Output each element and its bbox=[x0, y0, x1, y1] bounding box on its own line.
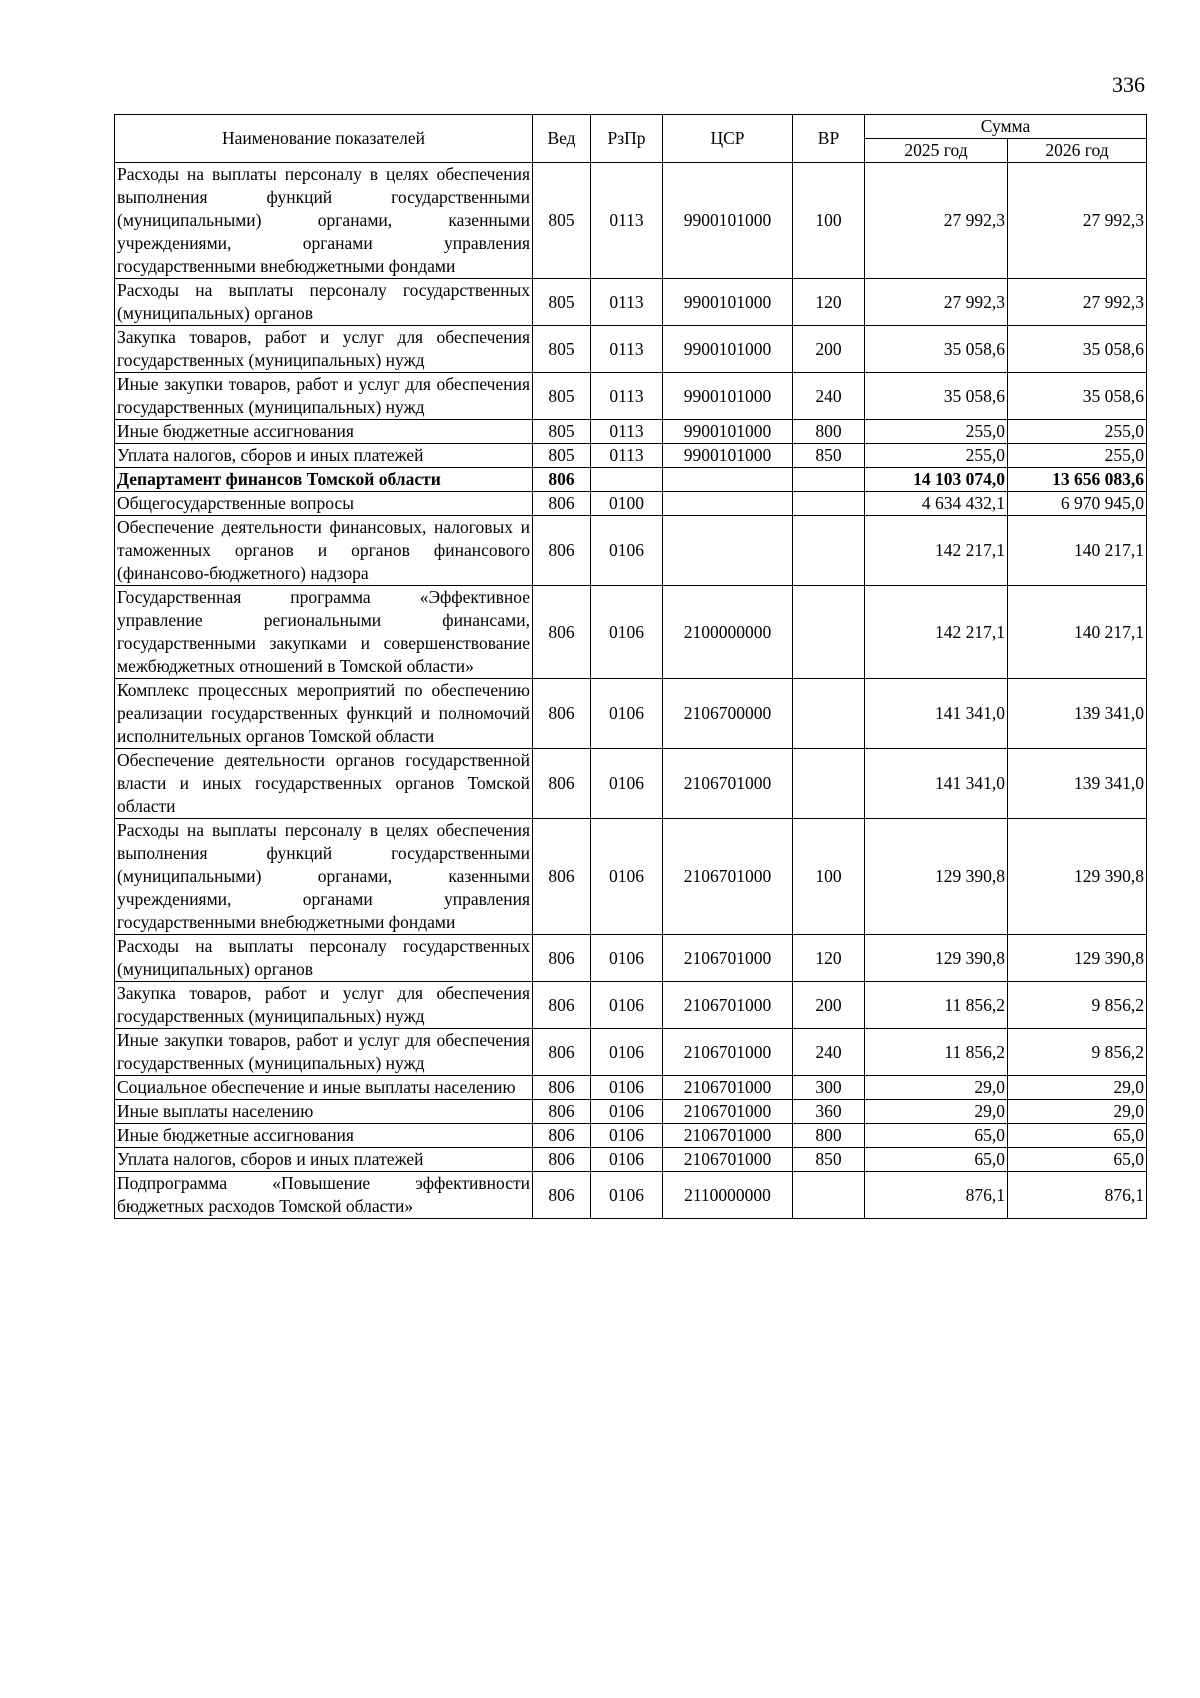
row-vr-cell bbox=[793, 492, 865, 516]
row-ved-cell: 806 bbox=[533, 749, 591, 819]
row-name-cell: Уплата налогов, сборов и иных платежей bbox=[115, 1148, 533, 1172]
table-row bbox=[115, 492, 1147, 516]
row-ved-cell: 806 bbox=[533, 1100, 591, 1124]
row-csr-cell: 9900101000 bbox=[663, 279, 793, 326]
row-name-cell: Департамент финансов Томской области bbox=[115, 468, 533, 492]
row-sum-2026-cell: 9 856,2 bbox=[1008, 982, 1147, 1029]
header-vr: ВР bbox=[793, 115, 865, 163]
table-row bbox=[115, 163, 1147, 279]
row-name-cell: Обеспечение деятельности органов государственной власти и иных государственных органов Томской области bbox=[115, 749, 533, 819]
page-number: 336 bbox=[1112, 72, 1145, 97]
row-name-cell: Расходы на выплаты персоналу государственных (муниципальных) органов bbox=[115, 279, 533, 326]
table-row bbox=[115, 819, 1147, 935]
row-ved-cell: 806 bbox=[533, 586, 591, 679]
row-sum-2026-cell: 29,0 bbox=[1008, 1100, 1147, 1124]
row-ved-cell: 805 bbox=[533, 420, 591, 444]
row-csr-cell: 9900101000 bbox=[663, 163, 793, 279]
row-sum-2026-cell: 65,0 bbox=[1008, 1148, 1147, 1172]
row-sum-2026-cell: 129 390,8 bbox=[1008, 935, 1147, 982]
row-rzpr-cell: 0113 bbox=[591, 444, 663, 468]
row-sum-2026-cell: 27 992,3 bbox=[1008, 279, 1147, 326]
row-csr-cell: 2106701000 bbox=[663, 1148, 793, 1172]
row-csr-cell: 2106701000 bbox=[663, 1124, 793, 1148]
table-row bbox=[115, 420, 1147, 444]
row-vr-cell bbox=[793, 468, 865, 492]
row-csr-cell: 2106701000 bbox=[663, 1076, 793, 1100]
row-sum-2025-cell: 255,0 bbox=[865, 444, 1008, 468]
row-rzpr-cell: 0106 bbox=[591, 586, 663, 679]
table-row bbox=[115, 586, 1147, 679]
header-ved: Вед bbox=[533, 115, 591, 163]
row-csr-cell: 2106701000 bbox=[663, 935, 793, 982]
row-vr-cell bbox=[793, 1172, 865, 1219]
row-vr-cell: 360 bbox=[793, 1100, 865, 1124]
row-csr-cell: 9900101000 bbox=[663, 420, 793, 444]
row-ved-cell: 805 bbox=[533, 373, 591, 420]
row-vr-cell: 240 bbox=[793, 373, 865, 420]
row-vr-cell: 240 bbox=[793, 1029, 865, 1076]
row-vr-cell: 800 bbox=[793, 1124, 865, 1148]
header-year-2025: 2025 год bbox=[865, 139, 1008, 163]
row-rzpr-cell: 0113 bbox=[591, 420, 663, 444]
row-ved-cell: 806 bbox=[533, 516, 591, 586]
row-sum-2026-cell: 65,0 bbox=[1008, 1124, 1147, 1148]
table-row bbox=[115, 982, 1147, 1029]
row-ved-cell: 806 bbox=[533, 468, 591, 492]
row-csr-cell: 2106701000 bbox=[663, 1100, 793, 1124]
row-vr-cell: 850 bbox=[793, 1148, 865, 1172]
row-rzpr-cell: 0106 bbox=[591, 679, 663, 749]
row-name-cell: Иные закупки товаров, работ и услуг для обеспечения государственных (муниципальных) нужд bbox=[115, 373, 533, 420]
row-ved-cell: 806 bbox=[533, 1172, 591, 1219]
row-name-cell: Уплата налогов, сборов и иных платежей bbox=[115, 444, 533, 468]
row-sum-2025-cell: 11 856,2 bbox=[865, 982, 1008, 1029]
table-row bbox=[115, 1029, 1147, 1076]
table-row bbox=[115, 1124, 1147, 1148]
row-sum-2025-cell: 129 390,8 bbox=[865, 935, 1008, 982]
row-rzpr-cell: 0106 bbox=[591, 1029, 663, 1076]
table-row bbox=[115, 935, 1147, 982]
table-body bbox=[115, 163, 1147, 1219]
header-sum: Сумма bbox=[865, 115, 1147, 139]
row-name-cell: Государственная программа «Эффективное управление региональными финансами, государственными закупками и совершенствование межбюджетных отношений в Томской области» bbox=[115, 586, 533, 679]
row-sum-2026-cell: 139 341,0 bbox=[1008, 749, 1147, 819]
table-row bbox=[115, 279, 1147, 326]
row-sum-2025-cell: 14 103 074,0 bbox=[865, 468, 1008, 492]
row-csr-cell: 2110000000 bbox=[663, 1172, 793, 1219]
row-name-cell: Иные выплаты населению bbox=[115, 1100, 533, 1124]
row-name-cell: Подпрограмма «Повышение эффективности бюджетных расходов Томской области» bbox=[115, 1172, 533, 1219]
row-name-cell: Расходы на выплаты персоналу в целях обеспечения выполнения функций государственными (муниципальными) органами, казенными учреждениями, органами управления государственными внебюджетными фондами bbox=[115, 819, 533, 935]
row-sum-2025-cell: 129 390,8 bbox=[865, 819, 1008, 935]
row-sum-2025-cell: 876,1 bbox=[865, 1172, 1008, 1219]
table-row bbox=[115, 1076, 1147, 1100]
header-csr: ЦСР bbox=[663, 115, 793, 163]
row-sum-2026-cell: 27 992,3 bbox=[1008, 163, 1147, 279]
row-vr-cell: 120 bbox=[793, 279, 865, 326]
row-csr-cell bbox=[663, 516, 793, 586]
header-year-2026: 2026 год bbox=[1008, 139, 1147, 163]
header-name: Наименование показателей bbox=[115, 115, 533, 163]
row-sum-2025-cell: 142 217,1 bbox=[865, 586, 1008, 679]
row-sum-2025-cell: 65,0 bbox=[865, 1148, 1008, 1172]
row-name-cell: Иные бюджетные ассигнования bbox=[115, 420, 533, 444]
table-row bbox=[115, 373, 1147, 420]
row-sum-2026-cell: 129 390,8 bbox=[1008, 819, 1147, 935]
row-sum-2026-cell: 140 217,1 bbox=[1008, 586, 1147, 679]
row-csr-cell: 2100000000 bbox=[663, 586, 793, 679]
row-sum-2025-cell: 4 634 432,1 bbox=[865, 492, 1008, 516]
row-rzpr-cell: 0113 bbox=[591, 163, 663, 279]
row-rzpr-cell: 0106 bbox=[591, 1124, 663, 1148]
row-ved-cell: 806 bbox=[533, 1124, 591, 1148]
table-row bbox=[115, 1172, 1147, 1219]
row-csr-cell: 2106701000 bbox=[663, 749, 793, 819]
row-ved-cell: 806 bbox=[533, 935, 591, 982]
row-rzpr-cell: 0100 bbox=[591, 492, 663, 516]
row-sum-2025-cell: 255,0 bbox=[865, 420, 1008, 444]
row-rzpr-cell: 0106 bbox=[591, 1076, 663, 1100]
row-sum-2026-cell: 29,0 bbox=[1008, 1076, 1147, 1100]
header-rzpr: РзПр bbox=[591, 115, 663, 163]
row-csr-cell: 9900101000 bbox=[663, 373, 793, 420]
row-sum-2025-cell: 65,0 bbox=[865, 1124, 1008, 1148]
row-ved-cell: 806 bbox=[533, 492, 591, 516]
row-csr-cell: 9900101000 bbox=[663, 326, 793, 373]
table-row bbox=[115, 468, 1147, 492]
table-row bbox=[115, 326, 1147, 373]
row-csr-cell: 2106701000 bbox=[663, 819, 793, 935]
row-vr-cell: 200 bbox=[793, 982, 865, 1029]
row-vr-cell bbox=[793, 679, 865, 749]
row-vr-cell: 100 bbox=[793, 819, 865, 935]
row-sum-2026-cell: 255,0 bbox=[1008, 444, 1147, 468]
row-rzpr-cell: 0113 bbox=[591, 373, 663, 420]
table-row bbox=[115, 1100, 1147, 1124]
row-rzpr-cell: 0106 bbox=[591, 1100, 663, 1124]
row-rzpr-cell: 0106 bbox=[591, 982, 663, 1029]
row-name-cell: Закупка товаров, работ и услуг для обеспечения государственных (муниципальных) нужд bbox=[115, 982, 533, 1029]
row-ved-cell: 806 bbox=[533, 1076, 591, 1100]
row-vr-cell bbox=[793, 749, 865, 819]
row-rzpr-cell bbox=[591, 468, 663, 492]
row-name-cell: Иные закупки товаров, работ и услуг для обеспечения государственных (муниципальных) нужд bbox=[115, 1029, 533, 1076]
row-rzpr-cell: 0106 bbox=[591, 1172, 663, 1219]
row-sum-2026-cell: 139 341,0 bbox=[1008, 679, 1147, 749]
row-sum-2025-cell: 27 992,3 bbox=[865, 163, 1008, 279]
row-sum-2025-cell: 29,0 bbox=[865, 1076, 1008, 1100]
row-vr-cell bbox=[793, 516, 865, 586]
row-rzpr-cell: 0106 bbox=[591, 1148, 663, 1172]
row-sum-2025-cell: 11 856,2 bbox=[865, 1029, 1008, 1076]
row-csr-cell bbox=[663, 468, 793, 492]
row-rzpr-cell: 0106 bbox=[591, 935, 663, 982]
row-rzpr-cell: 0106 bbox=[591, 516, 663, 586]
row-sum-2026-cell: 13 656 083,6 bbox=[1008, 468, 1147, 492]
row-vr-cell: 300 bbox=[793, 1076, 865, 1100]
row-sum-2025-cell: 29,0 bbox=[865, 1100, 1008, 1124]
row-sum-2025-cell: 141 341,0 bbox=[865, 679, 1008, 749]
row-sum-2026-cell: 6 970 945,0 bbox=[1008, 492, 1147, 516]
row-sum-2025-cell: 35 058,6 bbox=[865, 373, 1008, 420]
row-rzpr-cell: 0106 bbox=[591, 749, 663, 819]
row-ved-cell: 806 bbox=[533, 1029, 591, 1076]
row-vr-cell: 100 bbox=[793, 163, 865, 279]
row-name-cell: Расходы на выплаты персоналу в целях обеспечения выполнения функций государственными (муниципальными) органами, казенными учреждениями, органами управления государственными внебюджетными фондами bbox=[115, 163, 533, 279]
row-vr-cell: 800 bbox=[793, 420, 865, 444]
row-ved-cell: 806 bbox=[533, 982, 591, 1029]
row-sum-2025-cell: 141 341,0 bbox=[865, 749, 1008, 819]
row-csr-cell: 2106701000 bbox=[663, 1029, 793, 1076]
table-header bbox=[115, 115, 1147, 163]
row-ved-cell: 805 bbox=[533, 326, 591, 373]
row-sum-2026-cell: 9 856,2 bbox=[1008, 1029, 1147, 1076]
row-ved-cell: 805 bbox=[533, 279, 591, 326]
row-sum-2026-cell: 255,0 bbox=[1008, 420, 1147, 444]
table-row bbox=[115, 749, 1147, 819]
row-ved-cell: 806 bbox=[533, 1148, 591, 1172]
table-row bbox=[115, 679, 1147, 749]
table-row bbox=[115, 516, 1147, 586]
row-name-cell: Закупка товаров, работ и услуг для обеспечения государственных (муниципальных) нужд bbox=[115, 326, 533, 373]
row-vr-cell: 120 bbox=[793, 935, 865, 982]
budget-table bbox=[114, 114, 1147, 1219]
row-csr-cell: 2106701000 bbox=[663, 982, 793, 1029]
row-vr-cell: 200 bbox=[793, 326, 865, 373]
row-name-cell: Комплекс процессных мероприятий по обеспечению реализации государственных функций и полномочий исполнительных органов Томской области bbox=[115, 679, 533, 749]
row-rzpr-cell: 0113 bbox=[591, 326, 663, 373]
row-name-cell: Обеспечение деятельности финансовых, налоговых и таможенных органов и органов финансового (финансово-бюджетного) надзора bbox=[115, 516, 533, 586]
row-csr-cell bbox=[663, 492, 793, 516]
row-name-cell: Иные бюджетные ассигнования bbox=[115, 1124, 533, 1148]
row-vr-cell: 850 bbox=[793, 444, 865, 468]
row-ved-cell: 805 bbox=[533, 444, 591, 468]
row-ved-cell: 806 bbox=[533, 819, 591, 935]
row-csr-cell: 2106700000 bbox=[663, 679, 793, 749]
row-rzpr-cell: 0106 bbox=[591, 819, 663, 935]
table-row bbox=[115, 444, 1147, 468]
row-sum-2026-cell: 140 217,1 bbox=[1008, 516, 1147, 586]
row-name-cell: Социальное обеспечение и иные выплаты населению bbox=[115, 1076, 533, 1100]
row-vr-cell bbox=[793, 586, 865, 679]
row-csr-cell: 9900101000 bbox=[663, 444, 793, 468]
row-rzpr-cell: 0113 bbox=[591, 279, 663, 326]
row-sum-2025-cell: 142 217,1 bbox=[865, 516, 1008, 586]
row-sum-2026-cell: 35 058,6 bbox=[1008, 326, 1147, 373]
row-ved-cell: 806 bbox=[533, 679, 591, 749]
row-sum-2026-cell: 35 058,6 bbox=[1008, 373, 1147, 420]
table-row bbox=[115, 1148, 1147, 1172]
row-sum-2026-cell: 876,1 bbox=[1008, 1172, 1147, 1219]
row-sum-2025-cell: 35 058,6 bbox=[865, 326, 1008, 373]
row-ved-cell: 805 bbox=[533, 163, 591, 279]
row-name-cell: Общегосударственные вопросы bbox=[115, 492, 533, 516]
row-name-cell: Расходы на выплаты персоналу государственных (муниципальных) органов bbox=[115, 935, 533, 982]
row-sum-2025-cell: 27 992,3 bbox=[865, 279, 1008, 326]
